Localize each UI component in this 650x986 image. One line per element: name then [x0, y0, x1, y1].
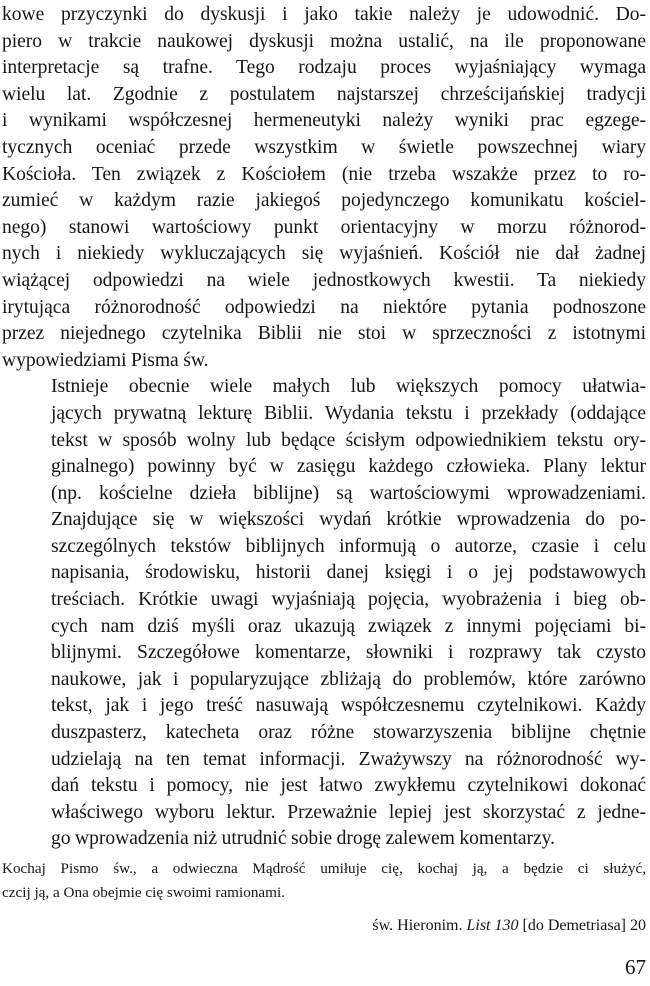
- text-line: Istnieje obecnie wiele małych lub większych pomocy ułatwia-: [51, 376, 646, 398]
- text-line: ginalnego) powinny być w zasięgu każdego człowieka. Plany lektur: [51, 456, 646, 478]
- text-line: piero w trakcie naukowej dyskusji można ustalić, na ile proponowane: [2, 30, 646, 52]
- motto-line: Kochaj Pismo św., a odwieczna Mądrość umiłuje cię, kochaj ją, a będzie ci służyć,: [2, 860, 646, 877]
- text-line: treściach. Krótkie uwagi wyjaśniają pojęcia, wyobrażenia i bieg ob-: [51, 589, 646, 611]
- text-line: cych nam dziś myśli oraz ukazują związek z innymi pojęciami bi-: [51, 615, 646, 637]
- text-line: tycznych oceniać przede wszystkim w świetle powszechnej wiary: [2, 136, 646, 158]
- page-number: 67: [625, 955, 646, 979]
- text-line: Kościoła. Ten związek z Kościołem (nie trzeba wszakże przez to ro-: [2, 163, 646, 185]
- main-text: [2, 2, 646, 853]
- text-line: i wynikami współczesnej hermeneutyki należy wyniki prac egzege-: [2, 110, 646, 132]
- text-line: kowe przyczynki do dyskusji i jako takie należy je udowodnić. Do-: [2, 4, 646, 25]
- text-line: nych i niekiedy wykluczających się wyjaśnień. Kościół nie dał żadnej: [2, 243, 646, 265]
- text-line: zumieć w każdym razie jakiegoś pojedynczego komunikatu kościel-: [2, 190, 646, 212]
- text-line: naukowe, jak i popularyzujące zbliżają do problemów, które zarówno: [51, 668, 646, 690]
- text-line: napisania, środowisku, historii danej księgi i o jej podstawowych: [51, 562, 646, 584]
- source-work-title: List 130: [466, 917, 519, 934]
- source-author: św. Hieronim.: [372, 917, 463, 934]
- text-line: przez niejednego czytelnika Biblii nie stoi w sprzeczności z istotnymi: [2, 323, 646, 345]
- text-line: udzielają na ten temat informacji. Zważywszy na różnorodność wy-: [51, 748, 646, 770]
- text-line: nego) stanowi wartościowy punkt orientacyjny w morzu różnorod-: [2, 216, 646, 238]
- text-line: wiążącej odpowiedzi na wiele jednostkowych kwestii. Ta niekiedy: [2, 269, 646, 291]
- text-line: jących prywatną lekturę Biblii. Wydania tekstu i przekłady (oddające: [51, 402, 646, 424]
- text-line: Znajdujące się w większości wydań krótkie wprowadzenia do po-: [51, 509, 646, 531]
- text-line: duszpasterz, katecheta oraz różne stowarzyszenia biblijne chętnie: [51, 722, 646, 744]
- text-line: tekst, jak i jego treść nasuwają współczesnemu czytelnikowi. Każdy: [51, 695, 646, 717]
- text-line: interpretacje są trafne. Tego rodzaju proces wyjaśniający wymaga: [2, 57, 646, 79]
- motto-line: czcij ją, a Ona obejmie cię swoimi ramionami.: [2, 883, 285, 901]
- text-line: irytująca różnorodność odpowiedzi na niektóre pytania podnoszone: [2, 296, 646, 318]
- paragraph-1: [2, 2, 646, 374]
- text-line: wielu lat. Zgodnie z postulatem najstarszej chrześcijańskiej tradycji: [2, 83, 646, 105]
- text-line: tekst w sposób wolny lub będące ścisłym odpowiednikiem tekstu ory-: [51, 429, 646, 451]
- text-line: blijnymi. Szczegółowe komentarze, słowniki i rozprawy tak czysto: [51, 642, 646, 664]
- text-line: (np. kościelne dzieła biblijne) są wartościowymi wprowadzeniami.: [51, 482, 646, 504]
- motto-quote: [2, 857, 646, 904]
- text-line: szczególnych tekstów biblijnych informują o autorze, czasie i celu: [51, 535, 646, 557]
- text-line: dań tekstu i pomocy, nie jest łatwo zwykłemu czytelnikowi dokonać: [51, 775, 646, 797]
- quote-source: [372, 916, 646, 936]
- text-line: wypowiedziami Pisma św.: [2, 349, 209, 371]
- source-reference: [do Demetriasa] 20: [522, 917, 646, 934]
- text-line: właściwego wyboru lektur. Przeważnie lepiej jest skorzystać z jedne-: [51, 801, 646, 823]
- text-line: go wprowadzenia niż utrudnić sobie drogę zalewem komentarzy.: [51, 828, 555, 850]
- paragraph-2: [2, 374, 646, 853]
